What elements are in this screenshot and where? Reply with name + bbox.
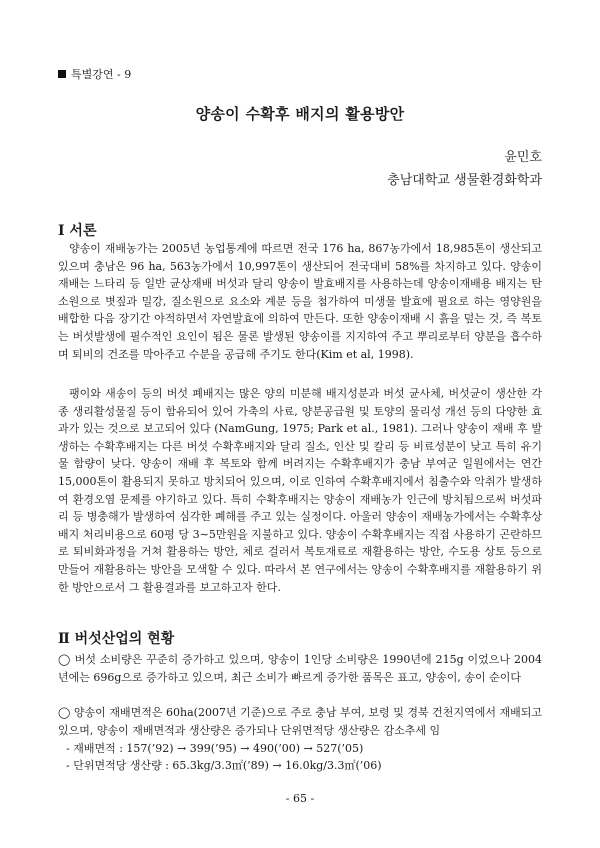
section-heading-industry-status: Ⅱ 버섯산업의 현황: [58, 631, 175, 647]
bullet-item: ◯ 버섯 소비량은 꾸준히 증가하고 있으며, 양송이 1인당 소비량은 1990년에 215g 이었으나 2004년에는 696g으로 증가하고 있으며, 최근 소비가 빠르게 증가한 품목은 표고, 양송이, 송이 순이다: [58, 653, 542, 684]
session-label-text: 특별강연 - 9: [71, 68, 132, 81]
section-heading-introduction: Ⅰ 서론: [58, 223, 97, 239]
session-label: [58, 66, 131, 82]
paragraph: 양송이 재배농가는 2005년 농업통계에 따르면 전국 176 ha, 867농가에서 18,985톤이 생산되고 있으며 충남은 96 ha, 563농가에서 10,997톤이 생산되어 전국대비 58%를 차지하고 있다. 양송이 재배는 느타리 등 일반 균상재배 버섯과 달리 양송이 발효배지를 사용하는데 양송이재배용 배지는 탄소원으로 볏짚과 밀강, 질소원으로 요소와 계분 등을 첨가하여 미생물 발효에 필요로 하는 영양원을 배합한 다음 장기간 야적하면서 자연발효에 의하여 만든다. 또한 양송이재배 시 흙을 덮는 것, 즉 복토는 버섯발생에 필수적인 요인이 됨은 물론 발생된 양송이를 지지하여 주고 뿌리로부터 양분을 흡수하며 퇴비의 건조를 막아주고 수분을 공급해 주기도 한다(Kim et al, 1998).: [58, 242, 542, 361]
sub-item-cultivation-area: - 재배면적 : 157(’92) → 399(’95) → 490(’00) → 527(’05): [66, 742, 364, 755]
paragraph: 팽이와 새송이 등의 버섯 폐배지는 많은 양의 미분해 배지성분과 버섯 균사체, 버섯균이 생산한 각종 생리활성물질 등이 함유되어 있어 가축의 사료, 양분공급원 및 토양의 물리성 개선 등의 다양한 효과가 있는 것으로 보고되어 있다 (NamGung, 1975; Park et al., 1981). 그러나 양송이 재배 후 발생하는 수확후배지는 다른 버섯 수확후배지와 달리 질소, 인산 및 칼리 등 비료성분이 낮고 특히 유기물 함량이 낮다. 양송이 재배 후 복토와 함께 버려지는 수확후배지가 충남 부여군 일원에서는 연간 15,000톤이 활용되지 못하고 방치되어 있으며, 이로 인하여 수확후배지에서 침출수와 악취가 발생하여 환경오염 문제를 야기하고 있다. 특히 수확후배지는 양송이 재배농가 인근에 방치됨으로써 버섯파리 등 병충해가 발생하여 심각한 폐해를 주고 있는 실정이다. 아울러 양송이 재배농가에서는 수확후상배지 처리비용으로 60평 당 3∼5만원을 지불하고 있다. 양송이 수확후배지는 직접 사용하기 곤란하므로 퇴비화과정을 거쳐 활용하는 방안, 체로 걸러서 복토재료로 재활용하는 방안, 수도용 상토 등으로 만들어 재활용하는 방안을 모색할 수 있다. 따라서 본 연구에서는 양송이 수확후배지를 재활용하기 위한 방안으로서 그 활용결과를 보고하고자 한다.: [58, 387, 542, 594]
author-affiliation: 충남대학교 생물환경화학과: [387, 173, 542, 188]
black-square-icon: [58, 70, 66, 78]
author-name: 윤민호: [504, 150, 542, 165]
sub-item-yield-per-area: - 단위면적당 생산량 : 65.3kg/3.3㎡(’89) → 16.0kg/3.3㎡(’06): [66, 759, 382, 772]
page-title: 양송이 수확후 배지의 활용방안: [195, 105, 405, 123]
bullet-item: ◯ 양송이 재배면적은 60ha(2007년 기준)으로 주로 충남 부여, 보령 및 경북 건천지역에서 재배되고 있으며, 양송이 재배면적과 생산량은 증가되나 단위면적당 생산량은 감소추세 임: [58, 706, 542, 737]
page-number: - 65 -: [285, 792, 315, 805]
